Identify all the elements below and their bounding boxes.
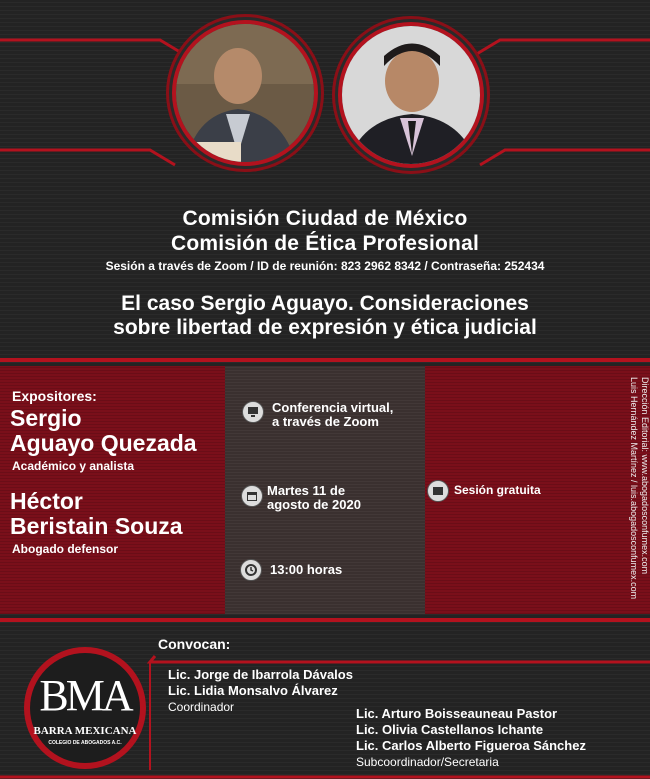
calendar-icon	[241, 485, 263, 507]
coordinator-role: Coordinador	[168, 700, 235, 714]
bma-logo	[24, 647, 146, 769]
logo-letters: BMA	[39, 671, 131, 720]
conference-line2: a través de Zoom	[272, 414, 379, 429]
time-text: 13:00 horas	[270, 562, 343, 577]
topic-line1: El caso Sergio Aguayo. Consideraciones	[121, 292, 529, 315]
subcoordinator-1: Lic. Arturo Boisseauneau Pastor	[356, 706, 558, 721]
person-portrait-icon	[342, 26, 480, 164]
logo-name: BARRA MEXICANA	[33, 725, 137, 737]
speaker1-name-line2: Aguayo Quezada	[10, 430, 197, 456]
conference-line1: Conferencia virtual,	[272, 400, 394, 415]
clock-icon	[240, 559, 262, 581]
speaker1-name-line1: Sergio	[10, 405, 82, 431]
speakers-heading: Expositores:	[12, 388, 97, 404]
speaker1-role: Académico y analista	[12, 459, 135, 473]
coordinator-2: Lic. Lidia Monsalvo Álvarez	[168, 683, 338, 698]
date-line2: agosto de 2020	[267, 497, 361, 512]
computer-icon	[242, 401, 264, 423]
speaker2-name-line1: Héctor	[10, 488, 83, 514]
subcoordinator-3: Lic. Carlos Alberto Figueroa Sánchez	[356, 738, 586, 753]
credit-line2: Luis Hernández Martínez / luis.abogadosconfumex.com	[629, 377, 639, 600]
title-line2: Comisión de Ética Profesional	[170, 232, 480, 255]
speaker-photo-sergio	[172, 20, 318, 166]
title-line1: Comisión Ciudad de México	[182, 207, 468, 230]
free-session-text: Sesión gratuita	[454, 483, 541, 497]
person-portrait-icon	[176, 24, 314, 162]
subcoordinator-2: Lic. Olivia Castellanos Ichante	[356, 722, 544, 737]
speaker2-name-line2: Beristain Souza	[10, 513, 183, 539]
topic-line2: sobre libertad de expresión y ética judicial	[113, 316, 537, 339]
logo-subtitle: COLEGIO DE ABOGADOS A.C.	[48, 740, 122, 746]
zoom-info: Sesión a través de Zoom / ID de reunión: 823 2962 8342 / Contraseña: 252434	[105, 259, 545, 273]
info-band	[0, 358, 650, 362]
top-decorative-lines	[0, 0, 650, 200]
date-line1: Martes 11 de	[267, 483, 346, 498]
editorial-credit	[626, 377, 650, 607]
coordinator-1: Lic. Jorge de Ibarrola Dávalos	[168, 667, 353, 682]
subcoordinator-role: Subcoordinador/Secretaria	[356, 755, 499, 769]
speaker2-role: Abogado defensor	[12, 542, 119, 556]
convocan-heading: Convocan:	[158, 636, 231, 652]
credit-line1: Dirección Editorial: www.abogadosconfumex.com	[640, 377, 650, 575]
ticket-icon	[427, 480, 449, 502]
speaker-photo-hector	[338, 22, 484, 168]
